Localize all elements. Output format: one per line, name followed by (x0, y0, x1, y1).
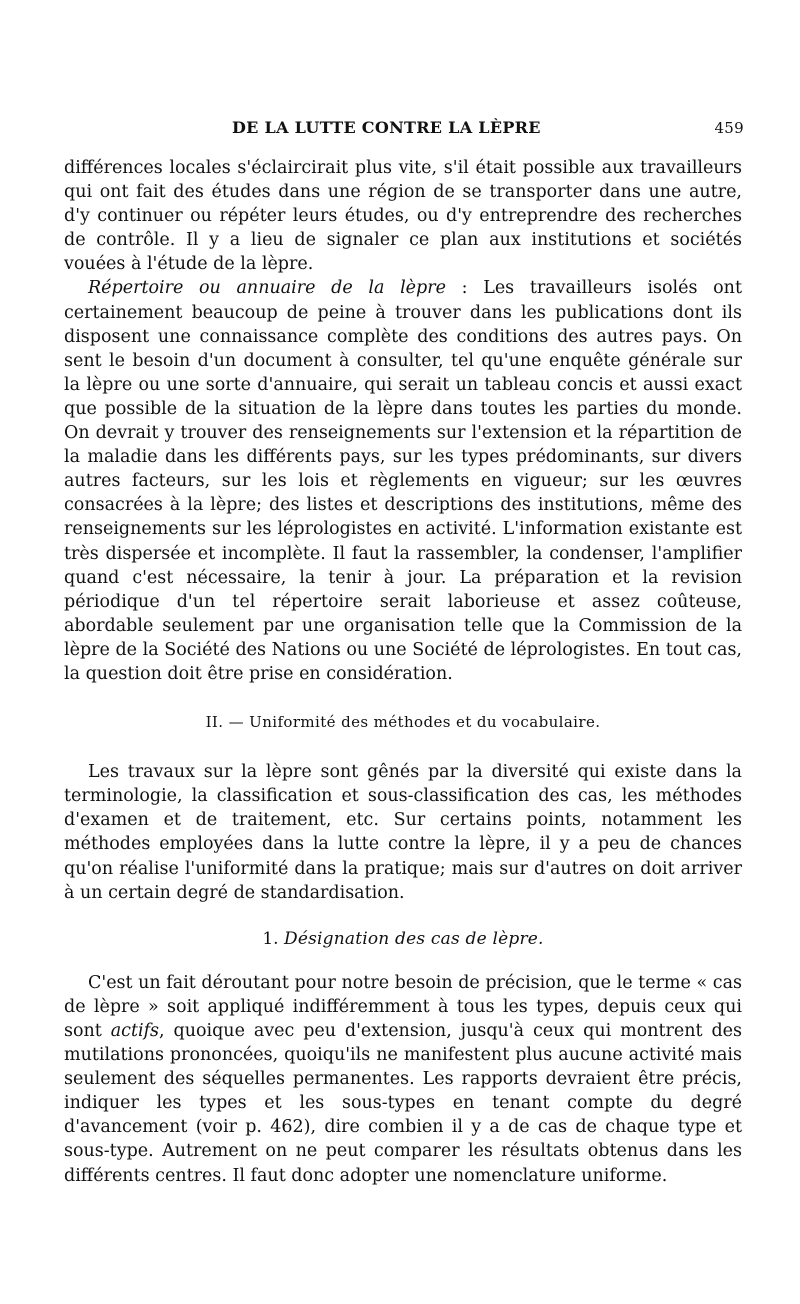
running-title: DE LA LUTTE CONTRE LA LÈPRE (232, 118, 541, 137)
paragraph-uniformity: Les travaux sur la lèpre sont gênés par la diversité qui existe dans la terminologie, la classification et sous-classification des cas, les méthodes d'examen et de traitement, etc. Sur certains points, notamment les méthodes employées dans la lutte contre la lèpre, il y a peu de chances qu'on réalise l'uniformité dans la pratique; mais sur d'autres on doit arriver à un certain degré de standardisation. (64, 762, 742, 903)
paragraph-text: : Les travailleurs isolés ont certainement beaucoup de peine à trouver dans les publications dont ils disposent une connaissance complète des conditions des autres pays. On sent le besoin d'un document à consulter, tel qu'une enquête générale sur la lèpre ou une sorte d'annuaire, qui serait un tableau concis et aussi exact que possible de la situation de la lèpre dans toutes les parties du monde. On devrait y trouver des renseignements sur l'extension et la répartition de la maladie dans les différents pays, sur les types prédominants, sur divers autres facteurs, sur les lois et règlements en vigueur; sur les œuvres consacrées à la lèpre; des listes et descriptions des institutions, même des renseignements sur les léprologistes en activité. L'information existante est très dispersée et incomplète. Il faut la rassembler, la condenser, l'amplifier quand c'est nécessaire, la tenir à jour. La préparation et la revision périodique d'un tel répertoire serait laborieuse et assez coûteuse, abordable seulement par une organisation telle que la Commission de la lèpre de la Société des Nations ou une Société de léprologistes. En tout cas, la question doit être prise en considération. (64, 278, 742, 684)
subsection-title: Désignation des cas de lèpre. (283, 928, 544, 949)
section-heading: II. — Uniformité des méthodes et du vocabulaire. (205, 713, 601, 732)
subsection-number: 1. (262, 928, 284, 949)
paragraph-continued: différences locales s'éclaircirait plus vite, s'il était possible aux travailleurs qui ont fait des études dans une région de se transporter dans une autre, d'y continuer ou répéter leurs études, ou d'y entreprendre des recherches de contrôle. Il y a lieu de signaler ce plan aux institutions et sociétés vouées à l'étude de la lèpre. (64, 158, 742, 275)
paragraph-text-a: C'est un fait déroutant pour notre besoin de précision, que le terme « cas de lèpre » soit appliqué indifféremment à tous les types, depuis ceux qui sont (64, 972, 742, 1041)
paragraph-designation (64, 971, 742, 1188)
page-number: 459 (714, 119, 744, 137)
paragraph-repertoire (64, 276, 742, 686)
emphasized-term: actifs (110, 1021, 160, 1041)
paragraph-lead-term: Répertoire ou annuaire de la lèpre (88, 278, 446, 299)
page-body (64, 156, 742, 1188)
paragraph-text-b: , quoique avec peu d'extension, jusqu'à ceux qui montrent des mutilations prononcées, quoiqu'ils ne manifestent plus aucune activité mais seulement des séquelles permanentes. Les rapports devraient être précis, indiquer les types et les sous-types en tenant compte du degré d'avancement (voir p. 462), dire combien il y a de cas de chaque type et sous-type. Autrement on ne peut comparer les résultats obtenus dans les différents centres. Il faut donc adopter une nomenclature uniforme. (64, 1021, 742, 1186)
subsection-heading (64, 927, 742, 951)
